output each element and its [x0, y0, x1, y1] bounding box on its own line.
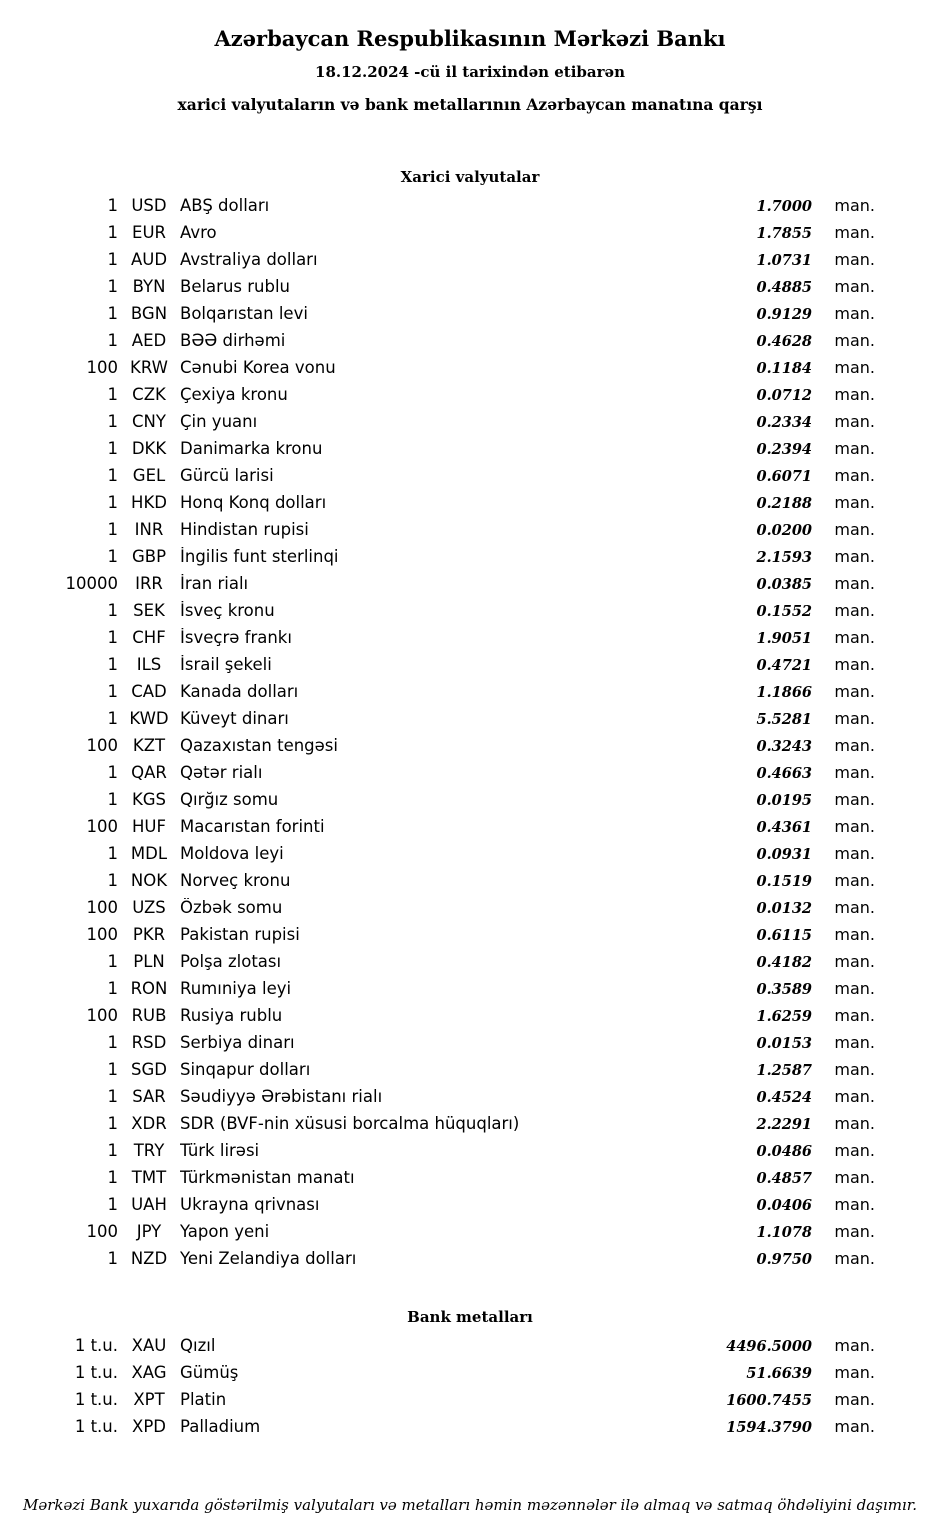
quantity: 1 t.u. [74, 1363, 118, 1382]
unit-label: man. [834, 898, 875, 917]
currency-rates-table [0, 196, 940, 1276]
rate-row [0, 493, 940, 520]
exchange-rate: 0.1552 [756, 603, 812, 620]
rate-row [0, 1363, 940, 1390]
quantity: 1 [107, 1114, 118, 1133]
currency-code: CNY [132, 412, 166, 431]
currency-name: Qazaxıstan tengəsi [180, 736, 338, 755]
exchange-rate: 2.1593 [756, 549, 812, 566]
exchange-rate: 0.9750 [756, 1251, 812, 1268]
rate-row [0, 601, 940, 628]
currency-name: Küveyt dinarı [180, 709, 289, 728]
exchange-rate: 1600.7455 [726, 1392, 812, 1409]
quantity: 1 t.u. [74, 1390, 118, 1409]
rate-row [0, 1222, 940, 1249]
currency-name: Türkmənistan manatı [180, 1168, 355, 1187]
exchange-rate: 0.0195 [756, 792, 812, 809]
unit-label: man. [834, 601, 875, 620]
unit-label: man. [834, 1087, 875, 1106]
currency-name: Moldova leyi [180, 844, 284, 863]
unit-label: man. [834, 250, 875, 269]
rate-row [0, 439, 940, 466]
unit-label: man. [834, 304, 875, 323]
currency-code: CAD [131, 682, 167, 701]
quantity: 10000 [65, 574, 118, 593]
unit-label: man. [834, 1033, 875, 1052]
page-title: Azərbaycan Respublikasının Mərkəzi Bankı [214, 26, 726, 51]
currency-name: İran rialı [180, 574, 249, 593]
currency-code: KWD [129, 709, 169, 728]
exchange-rate: 0.6115 [756, 927, 812, 944]
rate-row [0, 1033, 940, 1060]
unit-label: man. [834, 1417, 875, 1436]
unit-label: man. [834, 1222, 875, 1241]
currency-code: HUF [132, 817, 166, 836]
currency-code: EUR [132, 223, 166, 242]
exchange-rate: 0.0931 [756, 846, 812, 863]
currency-code: RON [130, 979, 168, 998]
currency-code: XAU [131, 1336, 167, 1355]
currency-name: Kanada dolları [180, 682, 299, 701]
quantity: 1 [107, 1033, 118, 1052]
currency-code: CHF [132, 628, 166, 647]
unit-label: man. [834, 763, 875, 782]
currency-name: Norveç kronu [180, 871, 291, 890]
quantity: 100 [86, 817, 118, 836]
exchange-rate: 0.4857 [756, 1170, 812, 1187]
exchange-rate: 0.3589 [756, 981, 812, 998]
rate-row [0, 1195, 940, 1222]
currency-code: CZK [132, 385, 166, 404]
quantity: 1 [107, 223, 118, 242]
unit-label: man. [834, 871, 875, 890]
rate-row [0, 1249, 940, 1276]
exchange-rate: 1.6259 [756, 1008, 812, 1025]
currency-code: SGD [131, 1060, 167, 1079]
quantity: 1 [107, 493, 118, 512]
rate-row [0, 790, 940, 817]
currency-code: KRW [130, 358, 168, 377]
rate-row [0, 655, 940, 682]
exchange-rate: 0.0200 [756, 522, 812, 539]
quantity: 1 [107, 790, 118, 809]
section-title-currencies: Xarici valyutalar [400, 168, 540, 186]
currency-name: Honq Konq dolları [180, 493, 327, 512]
exchange-rate: 0.0712 [756, 387, 812, 404]
rate-row [0, 196, 940, 223]
rate-row [0, 547, 940, 574]
quantity: 100 [86, 1006, 118, 1025]
rate-row [0, 277, 940, 304]
exchange-rate: 0.4628 [756, 333, 812, 350]
unit-label: man. [834, 1195, 875, 1214]
currency-code: MDL [130, 844, 168, 863]
currency-name: Sinqapur dolları [180, 1060, 311, 1079]
currency-name: İsveçrə frankı [180, 628, 292, 647]
currency-code: NOK [130, 871, 168, 890]
quantity: 100 [86, 736, 118, 755]
quantity: 1 [107, 277, 118, 296]
exchange-rate: 1.7000 [756, 198, 812, 215]
currency-code: GEL [132, 466, 166, 485]
quantity: 1 [107, 952, 118, 971]
quantity: 1 [107, 520, 118, 539]
exchange-rate: 1.0731 [756, 252, 812, 269]
currency-code: XDR [131, 1114, 167, 1133]
currency-code: BGN [130, 304, 168, 323]
quantity: 1 [107, 466, 118, 485]
unit-label: man. [834, 466, 875, 485]
currency-name: Yapon yeni [180, 1222, 270, 1241]
rate-row [0, 763, 940, 790]
unit-label: man. [834, 817, 875, 836]
rate-row [0, 466, 940, 493]
exchange-rate: 0.2394 [756, 441, 812, 458]
rate-row [0, 952, 940, 979]
currency-code: TRY [133, 1141, 165, 1160]
currency-code: SAR [132, 1087, 166, 1106]
unit-label: man. [834, 547, 875, 566]
currency-name: BƏƏ dirhəmi [180, 331, 286, 350]
currency-name: Pakistan rupisi [180, 925, 300, 944]
currency-code: RUB [131, 1006, 167, 1025]
rate-row [0, 979, 940, 1006]
currency-name: Bolqarıstan levi [180, 304, 308, 323]
exchange-rate: 0.4663 [756, 765, 812, 782]
currency-name: Çin yuanı [180, 412, 258, 431]
currency-code: QAR [131, 763, 167, 782]
currency-name: Belarus rublu [180, 277, 291, 296]
currency-name: ABŞ dolları [180, 196, 270, 215]
exchange-rate: 1594.3790 [726, 1419, 812, 1436]
exchange-rate: 1.7855 [756, 225, 812, 242]
rate-row [0, 385, 940, 412]
currency-code: XPT [133, 1390, 165, 1409]
unit-label: man. [834, 574, 875, 593]
rate-row [0, 1417, 940, 1444]
currency-code: XAG [131, 1363, 167, 1382]
currency-code: PLN [133, 952, 165, 971]
currency-name: Avro [180, 223, 217, 242]
currency-name: İsveç kronu [180, 601, 275, 620]
quantity: 100 [86, 1222, 118, 1241]
quantity: 1 [107, 1141, 118, 1160]
header [0, 26, 940, 114]
unit-label: man. [834, 1060, 875, 1079]
exchange-rate: 0.4361 [756, 819, 812, 836]
quantity: 1 [107, 304, 118, 323]
rate-row [0, 1114, 940, 1141]
currency-name: Özbək somu [180, 898, 283, 917]
currency-name: Rumıniya leyi [180, 979, 292, 998]
currency-name: Palladium [180, 1417, 261, 1436]
quantity: 1 t.u. [74, 1336, 118, 1355]
currency-name: SDR (BVF-nin xüsusi borcalma hüquqları) [180, 1114, 520, 1133]
unit-label: man. [834, 844, 875, 863]
currency-code: KZT [132, 736, 166, 755]
exchange-rate: 0.1184 [756, 360, 812, 377]
currency-name: Rusiya rublu [180, 1006, 283, 1025]
rate-row [0, 898, 940, 925]
exchange-rate: 0.4885 [756, 279, 812, 296]
currency-code: NZD [130, 1249, 168, 1268]
quantity: 1 [107, 628, 118, 647]
currency-code: AUD [130, 250, 168, 269]
quantity: 100 [86, 358, 118, 377]
currency-name: Qırğız somu [180, 790, 279, 809]
quantity: 1 [107, 682, 118, 701]
rate-row [0, 925, 940, 952]
exchange-rate: 0.2334 [756, 414, 812, 431]
unit-label: man. [834, 223, 875, 242]
currency-code: JPY [136, 1222, 162, 1241]
quantity: 1 t.u. [74, 1417, 118, 1436]
currency-name: İngilis funt sterlinqi [180, 547, 339, 566]
quantity: 1 [107, 439, 118, 458]
quantity: 1 [107, 979, 118, 998]
rate-row [0, 1060, 940, 1087]
quantity: 1 [107, 1249, 118, 1268]
quantity: 100 [86, 925, 118, 944]
currency-name: Qızıl [180, 1336, 216, 1355]
exchange-rate: 0.0406 [756, 1197, 812, 1214]
unit-label: man. [834, 655, 875, 674]
rate-row [0, 520, 940, 547]
rate-row [0, 1168, 940, 1195]
unit-label: man. [834, 331, 875, 350]
currency-code: PKR [132, 925, 166, 944]
unit-label: man. [834, 709, 875, 728]
currency-code: GBP [131, 547, 167, 566]
quantity: 1 [107, 871, 118, 890]
currency-code: UZS [132, 898, 166, 917]
exchange-rate: 0.1519 [756, 873, 812, 890]
currency-name: Platin [180, 1390, 227, 1409]
rate-row [0, 250, 940, 277]
exchange-rate: 2.2291 [756, 1116, 812, 1133]
quantity: 1 [107, 1195, 118, 1214]
rate-row [0, 709, 940, 736]
exchange-rate: 0.4721 [756, 657, 812, 674]
rate-row [0, 628, 940, 655]
unit-label: man. [834, 1168, 875, 1187]
disclaimer-text: Mərkəzi Bank yuxarıda göstərilmiş valyutaları və metalları həmin məzənnələr ilə almaq və satmaq öhdəliyini daşımır. [22, 1496, 918, 1514]
currency-name: Avstraliya dolları [180, 250, 318, 269]
effective-date: 18.12.2024 -cü il tarixindən etibarən [315, 63, 625, 81]
currency-code: USD [131, 196, 167, 215]
currency-code: KGS [131, 790, 167, 809]
unit-label: man. [834, 1336, 875, 1355]
quantity: 1 [107, 250, 118, 269]
rate-row [0, 844, 940, 871]
unit-label: man. [834, 736, 875, 755]
exchange-rate: 0.2188 [756, 495, 812, 512]
unit-label: man. [834, 979, 875, 998]
unit-label: man. [834, 628, 875, 647]
currency-code: UAH [131, 1195, 167, 1214]
unit-label: man. [834, 1141, 875, 1160]
unit-label: man. [834, 682, 875, 701]
unit-label: man. [834, 790, 875, 809]
exchange-rate: 0.0132 [756, 900, 812, 917]
currency-name: Yeni Zelandiya dolları [180, 1249, 357, 1268]
quantity: 1 [107, 1060, 118, 1079]
currency-code: HKD [131, 493, 167, 512]
currency-name: Qətər rialı [180, 763, 263, 782]
exchange-rate: 0.4524 [756, 1089, 812, 1106]
rate-row [0, 358, 940, 385]
currency-name: Türk lirəsi [180, 1141, 260, 1160]
rate-row [0, 304, 940, 331]
unit-label: man. [834, 1390, 875, 1409]
unit-label: man. [834, 493, 875, 512]
currency-name: Hindistan rupisi [180, 520, 309, 539]
exchange-rate: 0.6071 [756, 468, 812, 485]
quantity: 1 [107, 1168, 118, 1187]
exchange-rate: 1.9051 [756, 630, 812, 647]
quantity: 1 [107, 385, 118, 404]
unit-label: man. [834, 439, 875, 458]
rate-row [0, 1087, 940, 1114]
currency-code: ILS [136, 655, 162, 674]
currency-name: Gürcü larisi [180, 466, 274, 485]
currency-name: Cənubi Korea vonu [180, 358, 336, 377]
unit-label: man. [834, 412, 875, 431]
rate-row [0, 817, 940, 844]
unit-label: man. [834, 1006, 875, 1025]
rate-row [0, 682, 940, 709]
rate-row [0, 1336, 940, 1363]
rate-row [0, 1141, 940, 1168]
rate-row [0, 412, 940, 439]
quantity: 1 [107, 331, 118, 350]
unit-label: man. [834, 1114, 875, 1133]
currency-name: Ukrayna qrivnası [180, 1195, 320, 1214]
quantity: 1 [107, 709, 118, 728]
exchange-rate: 0.4182 [756, 954, 812, 971]
exchange-rate: 0.0153 [756, 1035, 812, 1052]
currency-code: BYN [132, 277, 166, 296]
unit-label: man. [834, 1249, 875, 1268]
currency-name: Serbiya dinarı [180, 1033, 295, 1052]
quantity: 1 [107, 196, 118, 215]
exchange-rate: 1.2587 [756, 1062, 812, 1079]
quantity: 1 [107, 412, 118, 431]
quantity: 1 [107, 655, 118, 674]
currency-code: RSD [131, 1033, 167, 1052]
unit-label: man. [834, 925, 875, 944]
section-title-metals: Bank metalları [407, 1308, 533, 1326]
exchange-rate: 1.1078 [756, 1224, 812, 1241]
unit-label: man. [834, 277, 875, 296]
unit-label: man. [834, 358, 875, 377]
currency-code: AED [131, 331, 167, 350]
rate-row [0, 736, 940, 763]
exchange-rate: 0.9129 [756, 306, 812, 323]
currency-name: Gümüş [180, 1363, 239, 1382]
rate-row [0, 223, 940, 250]
currency-code: SEK [133, 601, 165, 620]
unit-label: man. [834, 1363, 875, 1382]
exchange-rate: 5.5281 [756, 711, 812, 728]
currency-name: Çexiya kronu [180, 385, 288, 404]
quantity: 1 [107, 601, 118, 620]
exchange-rate: 4496.5000 [726, 1338, 812, 1355]
currency-code: INR [134, 520, 164, 539]
quantity: 1 [107, 844, 118, 863]
quantity: 100 [86, 898, 118, 917]
currency-name: İsrail şekeli [180, 655, 272, 674]
currency-code: XPD [132, 1417, 166, 1436]
quantity: 1 [107, 547, 118, 566]
exchange-rate: 0.0486 [756, 1143, 812, 1160]
unit-label: man. [834, 952, 875, 971]
unit-label: man. [834, 520, 875, 539]
exchange-rate: 51.6639 [746, 1365, 812, 1382]
exchange-rate: 0.3243 [756, 738, 812, 755]
rate-row [0, 331, 940, 358]
metal-rates-table [0, 1336, 940, 1444]
currency-name: Səudiyyə Ərəbistanı rialı [180, 1087, 383, 1106]
quantity: 1 [107, 763, 118, 782]
rate-row [0, 574, 940, 601]
currency-name: Polşa zlotası [180, 952, 282, 971]
unit-label: man. [834, 385, 875, 404]
currency-name: Macarıstan forinti [180, 817, 325, 836]
exchange-rate: 1.1866 [756, 684, 812, 701]
page-subtitle: xarici valyutaların və bank metallarının Azərbaycan manatına qarşı [177, 95, 763, 114]
rate-row [0, 1390, 940, 1417]
quantity: 1 [107, 1087, 118, 1106]
currency-name: Danimarka kronu [180, 439, 323, 458]
currency-code: DKK [131, 439, 167, 458]
rate-row [0, 871, 940, 898]
unit-label: man. [834, 196, 875, 215]
currency-code: IRR [135, 574, 163, 593]
rate-row [0, 1006, 940, 1033]
exchange-rate: 0.0385 [756, 576, 812, 593]
currency-code: TMT [131, 1168, 167, 1187]
